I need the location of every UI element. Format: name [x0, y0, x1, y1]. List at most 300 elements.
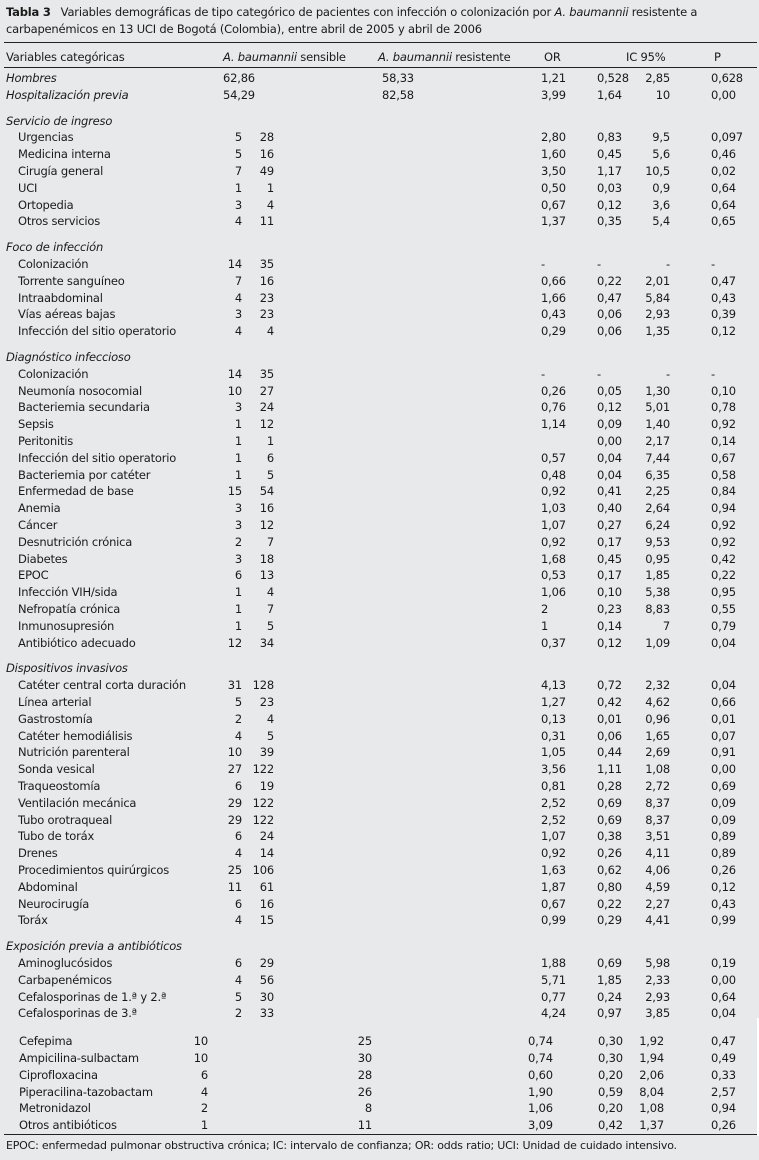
- sensible-value: 1: [234, 585, 242, 600]
- ci-lower-value: 0,06: [597, 307, 622, 322]
- ci-upper-value: 9,5: [652, 130, 670, 145]
- p-value: 0,43: [711, 896, 736, 911]
- ci-upper-value: 1,94: [639, 1051, 664, 1065]
- row-label: Toráx: [18, 913, 48, 928]
- ci-lower-value: 0,69: [597, 956, 622, 970]
- ci-upper-value: 4,06: [645, 863, 670, 877]
- sensible-value: 4: [200, 1084, 208, 1099]
- table-row: [0, 567, 759, 584]
- sensible-value: 4: [234, 214, 242, 229]
- resistente-value: 13: [259, 568, 274, 583]
- ci-lower-value: 0,26: [597, 846, 622, 861]
- table-footnote: EPOC: enfermedad pulmonar obstructiva crónica; IC: intervalo de confianza; OR: odds ratio; UCI: Unidad de cuidado intensivo.: [6, 1139, 677, 1152]
- ci-upper-value: -: [666, 366, 670, 381]
- section-title: Exposición previa a antibióticos: [6, 939, 182, 954]
- sensible-value: 10: [227, 745, 242, 760]
- ci-upper-value: 2,25: [645, 484, 670, 499]
- p-value: 0,49: [711, 1051, 736, 1065]
- ci-upper-value: 5,6: [652, 147, 670, 162]
- p-value: 0,89: [711, 846, 736, 861]
- ci-upper-value: 7: [662, 618, 670, 633]
- or-value: 1,37: [541, 214, 566, 229]
- table-caption: [6, 4, 756, 38]
- p-value: 0,09: [711, 795, 736, 810]
- ci-lower-value: 0,97: [597, 1006, 622, 1021]
- sensible-value: 27: [227, 762, 242, 777]
- top-rule: [4, 42, 757, 43]
- ci-lower-value: 0,24: [597, 989, 622, 1004]
- ci-lower-value: 1,85: [597, 972, 622, 987]
- p-value: 0,43: [711, 290, 736, 305]
- row-label: Carbapenémicos: [18, 972, 112, 987]
- or-value: 2: [541, 602, 549, 616]
- row-label: Vías aéreas bajas: [18, 307, 116, 322]
- row-label: Nefropatía crónica: [18, 602, 121, 616]
- p-value: 0,67: [711, 450, 736, 465]
- p-value: 0,79: [711, 618, 736, 633]
- row-label: Colonización: [18, 257, 89, 271]
- table-label: Tabla 3: [6, 5, 51, 19]
- ci-lower-value: 0,01: [597, 711, 622, 726]
- table-row: [0, 146, 759, 163]
- row-label: Abdominal: [18, 879, 78, 894]
- resistente-value: 11: [357, 1118, 372, 1133]
- sensible-value: 12: [227, 635, 242, 650]
- row-label: Ventilación mecánica: [18, 795, 137, 810]
- ci-upper-value: 3,51: [645, 829, 670, 844]
- section-title: Dispositivos invasivos: [6, 661, 128, 676]
- ci-lower-value: 0,35: [597, 214, 622, 229]
- ci-lower-value: 0,09: [597, 417, 622, 432]
- resistente-value: 122: [252, 795, 274, 810]
- resistente-value: 23: [259, 290, 274, 305]
- row-label: EPOC: [18, 568, 49, 583]
- ci-upper-value: 5,84: [645, 290, 670, 305]
- sensible-value: 6: [234, 896, 242, 911]
- header-rule: [4, 67, 757, 68]
- table-row: [0, 761, 759, 778]
- ci-lower-value: 0,41: [597, 484, 622, 499]
- resistente-value: 24: [259, 400, 274, 415]
- or-value: 0,67: [541, 197, 566, 212]
- sensible-value: 7: [234, 273, 242, 288]
- or-value: 0,57: [541, 450, 566, 465]
- ci-upper-value: 1,65: [645, 728, 670, 743]
- p-value: 0,628: [711, 71, 743, 85]
- ci-lower-value: 0,22: [597, 273, 622, 288]
- section-title: Foco de infección: [6, 240, 104, 255]
- ci-upper-value: 0,9: [652, 180, 670, 195]
- resistente-value: 15: [259, 913, 274, 928]
- ci-lower-value: 0,22: [597, 896, 622, 911]
- row-label: Línea arterial: [18, 695, 92, 709]
- section-header: [0, 938, 759, 955]
- ci-lower-value: 0,20: [598, 1067, 623, 1082]
- p-value: 0,09: [711, 812, 736, 827]
- sensible-value: 6: [234, 829, 242, 844]
- table-row: [0, 778, 759, 795]
- ci-lower-value: 0,38: [597, 829, 622, 844]
- table-row: [0, 500, 759, 517]
- or-value: 1,88: [541, 956, 566, 970]
- ci-upper-value: 4,11: [645, 846, 670, 861]
- table-row: [0, 1067, 759, 1084]
- ci-upper-value: 1,40: [645, 417, 670, 432]
- ci-lower-value: 0,72: [597, 678, 622, 693]
- sensible-value: 4: [234, 290, 242, 305]
- or-value: 0,31: [541, 728, 566, 743]
- or-value: 2,52: [541, 795, 566, 810]
- or-value: 1,06: [528, 1101, 553, 1116]
- resistente-value: 122: [252, 812, 274, 827]
- header-resistente-organism: A. baumannii: [378, 50, 452, 64]
- ci-lower-value: 0,12: [597, 400, 622, 415]
- resistente-value: 122: [252, 762, 274, 777]
- resistente-value: 16: [259, 273, 274, 288]
- row-label: Infección del sitio operatorio: [18, 450, 177, 465]
- row-label: Desnutrición crónica: [18, 534, 133, 549]
- table-row: [0, 862, 759, 879]
- p-value: 0,89: [711, 829, 736, 844]
- resistente-value: 35: [259, 366, 274, 381]
- ci-lower-value: 0,12: [597, 197, 622, 212]
- resistente-value: 26: [357, 1084, 372, 1099]
- or-value: 3,50: [541, 164, 566, 178]
- ci-lower-value: -: [597, 366, 601, 381]
- table-row: [0, 366, 759, 383]
- sensible-value: 1: [234, 180, 242, 195]
- p-value: 0,04: [711, 635, 736, 650]
- table-row: [0, 256, 759, 273]
- ci-upper-value: 2,33: [645, 972, 670, 987]
- or-value: 1,14: [541, 417, 566, 432]
- or-value: 0,74: [528, 1051, 553, 1065]
- resistente-value: 30: [259, 989, 274, 1004]
- p-value: 0,47: [711, 1034, 736, 1049]
- resistente-value: 28: [259, 130, 274, 145]
- table-row: [0, 1033, 759, 1050]
- header-sensible-organism: A. baumannii: [223, 50, 297, 64]
- resistente-value: 5: [266, 618, 274, 633]
- resistente-value: 16: [259, 501, 274, 516]
- row-label: Metronidazol: [19, 1101, 91, 1116]
- resistente-value: 23: [259, 307, 274, 322]
- table-row: [0, 845, 759, 862]
- ci-lower-value: 0,528: [597, 71, 629, 85]
- table-row: [0, 601, 759, 618]
- sensible-value: 29: [227, 795, 242, 810]
- resistente-value: 4: [266, 324, 274, 339]
- header-row: [0, 49, 759, 66]
- ci-lower-value: 0,80: [597, 879, 622, 894]
- ci-upper-value: 6,24: [645, 518, 670, 532]
- ci-upper-value: 2,69: [645, 745, 670, 760]
- ci-lower-value: 0,03: [597, 180, 622, 195]
- resistente-value: 19: [259, 779, 274, 793]
- sensible-value: 14: [227, 257, 242, 271]
- ci-lower-value: 0,40: [597, 501, 622, 516]
- ci-upper-value: 10,5: [645, 164, 670, 178]
- sensible-value: 7: [234, 164, 242, 178]
- sensible-value: 5: [234, 695, 242, 709]
- resistente-value: 1: [266, 180, 274, 195]
- sensible-value: 3: [234, 197, 242, 212]
- ci-lower-value: 0,14: [597, 618, 622, 633]
- p-value: 0,19: [711, 956, 736, 970]
- p-value: 0,92: [711, 417, 736, 432]
- resistente-value: 35: [259, 257, 274, 271]
- ci-lower-value: 0,12: [597, 635, 622, 650]
- ci-upper-value: 9,53: [645, 534, 670, 549]
- ci-lower-value: 0,20: [598, 1101, 623, 1116]
- row-label: Cefalosporinas de 1.ª y 2.ª: [18, 989, 167, 1004]
- table-row: [0, 1084, 759, 1101]
- or-value: 0,13: [541, 711, 566, 726]
- p-value: 0,58: [711, 467, 736, 482]
- or-value: 2,80: [541, 130, 566, 145]
- resistente-value: 128: [252, 678, 274, 693]
- row-label: Piperacilina-tazobactam: [19, 1084, 153, 1099]
- row-label: Hospitalización previa: [6, 87, 129, 102]
- ci-lower-value: 0,30: [598, 1034, 623, 1049]
- resistente-value: 25: [357, 1034, 372, 1049]
- sensible-value: 1: [200, 1118, 208, 1133]
- resistente-value: 12: [259, 417, 274, 432]
- sensible-value: 14: [227, 366, 242, 381]
- or-value: 3,09: [528, 1118, 553, 1133]
- table-row: [0, 290, 759, 307]
- table-row: [0, 618, 759, 635]
- p-value: 0,42: [711, 551, 736, 566]
- or-value: 1,27: [541, 695, 566, 709]
- table-row: [0, 972, 759, 989]
- sensible-value: 3: [234, 501, 242, 516]
- row-label: Antibiótico adecuado: [18, 635, 136, 650]
- sensible-value: 54,29: [223, 87, 255, 102]
- sensible-value: 1: [234, 450, 242, 465]
- sensible-value: 29: [227, 812, 242, 827]
- header-resistente: [378, 49, 511, 66]
- ci-lower-value: 0,17: [597, 534, 622, 549]
- p-value: 0,78: [711, 400, 736, 415]
- or-value: 0,43: [541, 307, 566, 322]
- table-row: [0, 728, 759, 745]
- table-row: [0, 197, 759, 214]
- p-value: 0,00: [711, 972, 736, 987]
- sensible-value: 3: [234, 551, 242, 566]
- p-value: 0,92: [711, 534, 736, 549]
- ci-upper-value: 2,93: [645, 307, 670, 322]
- p-value: 0,69: [711, 779, 736, 793]
- ci-upper-value: 2,17: [645, 434, 670, 448]
- p-value: 0,99: [711, 913, 736, 928]
- resistente-value: 4: [266, 711, 274, 726]
- p-value: 0,55: [711, 602, 736, 616]
- table-row: [0, 955, 759, 972]
- resistente-value: 4: [266, 197, 274, 212]
- caption-text-after: resistente a carbapenémicos en 13 UCI de Bogotá (Colombia), entre abril de 2005 y abril de 2006: [6, 5, 698, 36]
- ci-lower-value: 0,05: [597, 383, 622, 398]
- ci-upper-value: 7,44: [645, 450, 670, 465]
- resistente-value: 58,33: [382, 71, 414, 85]
- resistente-value: 5: [266, 467, 274, 482]
- resistente-value: 18: [259, 551, 274, 566]
- ci-upper-value: 1,37: [639, 1118, 664, 1133]
- row-label: Infección VIH/sida: [18, 585, 118, 600]
- or-value: 1,90: [528, 1084, 553, 1099]
- p-value: 0,94: [711, 1101, 736, 1116]
- p-value: 0,95: [711, 585, 736, 600]
- row-label: Drenes: [18, 846, 58, 861]
- sensible-value: 5: [234, 147, 242, 162]
- row-label: Procedimientos quirúrgicos: [18, 863, 170, 877]
- ci-upper-value: 2,72: [645, 779, 670, 793]
- or-value: 1,07: [541, 829, 566, 844]
- table-row: [0, 399, 759, 416]
- resistente-value: 29: [259, 956, 274, 970]
- p-value: 0,33: [711, 1067, 736, 1082]
- resistente-value: 12: [259, 518, 274, 532]
- ci-lower-value: 0,17: [597, 568, 622, 583]
- sensible-value: 5: [234, 130, 242, 145]
- ci-upper-value: 3,85: [645, 1006, 670, 1021]
- ci-upper-value: 1,30: [645, 383, 670, 398]
- table-row: [0, 711, 759, 728]
- row-label: Traqueostomía: [18, 779, 101, 793]
- sensible-value: 2: [200, 1101, 208, 1116]
- or-value: 1,60: [541, 147, 566, 162]
- sensible-value: 1: [234, 618, 242, 633]
- section-header: [0, 660, 759, 677]
- resistente-value: 6: [266, 450, 274, 465]
- sensible-value: 6: [234, 779, 242, 793]
- sensible-value: 62,86: [223, 71, 255, 85]
- ci-lower-value: 0,23: [597, 602, 622, 616]
- p-value: 0,07: [711, 728, 736, 743]
- p-value: 0,097: [711, 130, 743, 145]
- p-value: 0,84: [711, 484, 736, 499]
- row-label: UCI: [18, 180, 38, 195]
- ci-lower-value: 0,29: [597, 913, 622, 928]
- row-label: Catéter hemodiálisis: [18, 728, 133, 743]
- table-row: [0, 87, 759, 104]
- table-row: [0, 467, 759, 484]
- ci-lower-value: 0,27: [597, 518, 622, 532]
- table-row: [0, 551, 759, 568]
- resistente-value: 23: [259, 695, 274, 709]
- p-value: 0,04: [711, 678, 736, 693]
- header-sensible-label: sensible: [296, 50, 346, 64]
- ci-upper-value: 2,01: [645, 273, 670, 288]
- row-label: Cefalosporinas de 3.ª: [18, 1006, 137, 1021]
- section-header: [0, 349, 759, 366]
- resistente-value: 34: [259, 635, 274, 650]
- ci-lower-value: 0,69: [597, 812, 622, 827]
- row-label: Ciprofloxacina: [19, 1067, 98, 1082]
- row-label: Sonda vesical: [18, 762, 95, 777]
- row-label: Ampicilina-sulbactam: [19, 1051, 139, 1065]
- p-value: 0,64: [711, 180, 736, 195]
- sensible-value: 1: [234, 602, 242, 616]
- table-row: [0, 1050, 759, 1067]
- or-value: 5,71: [541, 972, 566, 987]
- resistente-value: 61: [259, 879, 274, 894]
- row-label: Bacteriemia secundaria: [18, 400, 150, 415]
- ci-lower-value: -: [597, 257, 601, 271]
- p-value: 0,02: [711, 164, 736, 178]
- table-row: [0, 812, 759, 829]
- row-label: Inmunosupresión: [18, 618, 115, 633]
- ci-upper-value: 1,09: [645, 635, 670, 650]
- ci-lower-value: 0,45: [597, 147, 622, 162]
- p-value: 0,91: [711, 745, 736, 760]
- section-title: Servicio de ingreso: [6, 113, 113, 128]
- row-label: Infección del sitio operatorio: [18, 324, 177, 339]
- ci-upper-value: 0,95: [645, 551, 670, 566]
- p-value: 0,12: [711, 879, 736, 894]
- or-value: 1,03: [541, 501, 566, 516]
- p-value: 0,26: [711, 1118, 736, 1133]
- or-value: 4,13: [541, 678, 566, 693]
- or-value: 1,63: [541, 863, 566, 877]
- sensible-value: 6: [234, 568, 242, 583]
- header-variables: Variables categóricas: [6, 50, 125, 64]
- or-value: 0,26: [541, 383, 566, 398]
- or-value: 0,50: [541, 180, 566, 195]
- ci-lower-value: 1,17: [597, 164, 622, 178]
- p-value: 0,47: [711, 273, 736, 288]
- or-value: 0,92: [541, 846, 566, 861]
- row-label: Neumonía nosocomial: [18, 383, 142, 398]
- ci-lower-value: 0,59: [598, 1084, 623, 1099]
- or-value: 3,99: [541, 87, 566, 102]
- ci-lower-value: 0,04: [597, 467, 622, 482]
- ci-lower-value: 0,06: [597, 728, 622, 743]
- row-label: Otros servicios: [18, 214, 101, 229]
- resistente-value: 7: [266, 602, 274, 616]
- row-label: Bacteriemia por catéter: [18, 467, 151, 482]
- ci-lower-value: 0,28: [597, 779, 622, 793]
- sensible-value: 3: [234, 307, 242, 322]
- row-label: Aminoglucósidos: [18, 956, 113, 970]
- table-row: [0, 383, 759, 400]
- row-label: Hombres: [6, 71, 57, 85]
- or-value: 1,05: [541, 745, 566, 760]
- or-value: 1,21: [541, 71, 566, 85]
- sensible-value: 15: [227, 484, 242, 499]
- table-row: [0, 129, 759, 146]
- ci-lower-value: 0,45: [597, 551, 622, 566]
- or-value: 1,06: [541, 585, 566, 600]
- p-value: 0,92: [711, 518, 736, 532]
- row-label: Colonización: [18, 366, 89, 381]
- ci-lower-value: 0,10: [597, 585, 622, 600]
- ci-upper-value: 8,37: [645, 812, 670, 827]
- header-or: OR: [544, 50, 561, 64]
- or-value: 3,56: [541, 762, 566, 777]
- p-value: 0,39: [711, 307, 736, 322]
- header-ic: IC 95%: [626, 50, 666, 64]
- ci-upper-value: -: [666, 257, 670, 271]
- ci-lower-value: 0,04: [597, 450, 622, 465]
- ci-upper-value: 4,62: [645, 695, 670, 709]
- resistente-value: 54: [259, 484, 274, 499]
- table-row: [0, 180, 759, 197]
- p-value: 2,57: [711, 1084, 736, 1099]
- sensible-value: 10: [193, 1034, 208, 1049]
- p-value: 0,10: [711, 383, 736, 398]
- row-label: Torrente sanguíneo: [18, 273, 125, 288]
